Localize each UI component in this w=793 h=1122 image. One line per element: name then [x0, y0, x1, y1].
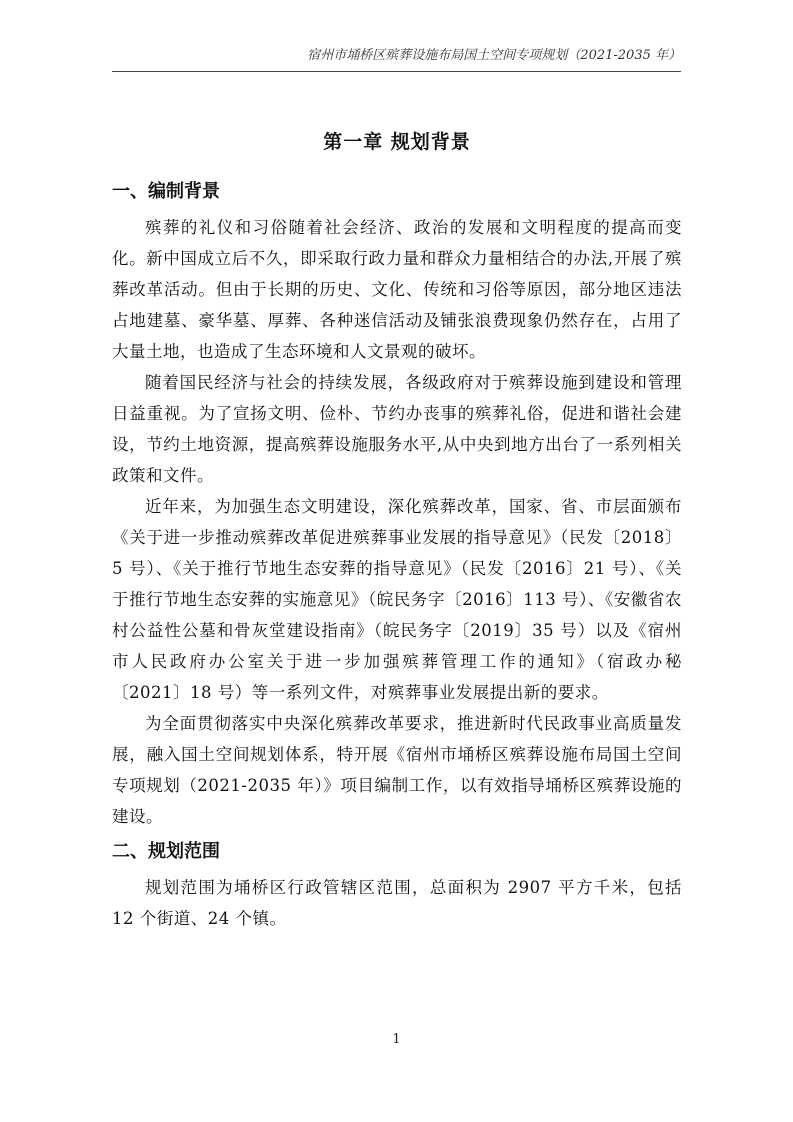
section-heading-background: 一、编制背景: [112, 181, 220, 202]
running-header: 宿州市埇桥区殡葬设施布局国土空间专项规划（2021-2035 年）: [307, 48, 681, 63]
header-rule: [112, 71, 681, 72]
chapter-title: 第一章 规划背景: [323, 131, 471, 153]
paragraph: 殡葬的礼仪和习俗随着社会经济、政治的发展和文明程度的提高而变化。新中国成立后不久，即采取行政力量和群众力量相结合的办法,开展了殡葬改革活动。但由于长期的历史、文化、传统和习俗等原因，部分地区违法占地建墓、豪华墓、厚葬、各种迷信活动及铺张浪费现象仍然存在，占用了大量土地，也造成了生态环境和人文景观的破坏。: [112, 218, 682, 361]
page-content: [112, 128, 682, 934]
paragraph: 为全面贯彻落实中央深化殡葬改革要求，推进新时代民政事业高质量发展，融入国土空间规划体系，特开展《宿州市埇桥区殡葬设施布局国土空间专项规划（2021-2035 年）》项目编制工作，以有效指导埇桥区殡葬设施的建设。: [112, 714, 682, 826]
paragraph: 近年来，为加强生态文明建设，深化殡葬改革，国家、省、市层面颁布《关于进一步推动殡葬改革促进殡葬事业发展的指导意见》（民发〔2018〕5 号）、《关于推行节地生态安葬的指导意见》（民发〔2016〕21 号）、《关于推行节地生态安葬的实施意见》（皖民务字〔2016〕113 号）、《安徽省农村公益性公墓和骨灰堂建设指南》（皖民务字〔2019〕35 号）以及《宿州市人民政府办公室关于进一步加强殡葬管理工作的通知》（宿政办秘〔2021〕18 号）等一系列文件，对殡葬事业发展提出新的要求。: [112, 497, 682, 702]
paragraph: 规划范围为埇桥区行政管辖区范围，总面积为 2907 平方千米，包括 12 个街道、24 个镇。: [112, 878, 682, 928]
section-heading-scope: 二、规划范围: [112, 841, 220, 862]
page-number: 1: [392, 1032, 401, 1047]
paragraph: 随着国民经济与社会的持续发展，各级政府对于殡葬设施到建设和管理日益重视。为了宣扬文明、俭朴、节约办丧事的殡葬礼俗，促进和谐社会建设，节约土地资源，提高殡葬设施服务水平,从中央到地方出台了一系列相关政策和文件。: [112, 373, 682, 485]
